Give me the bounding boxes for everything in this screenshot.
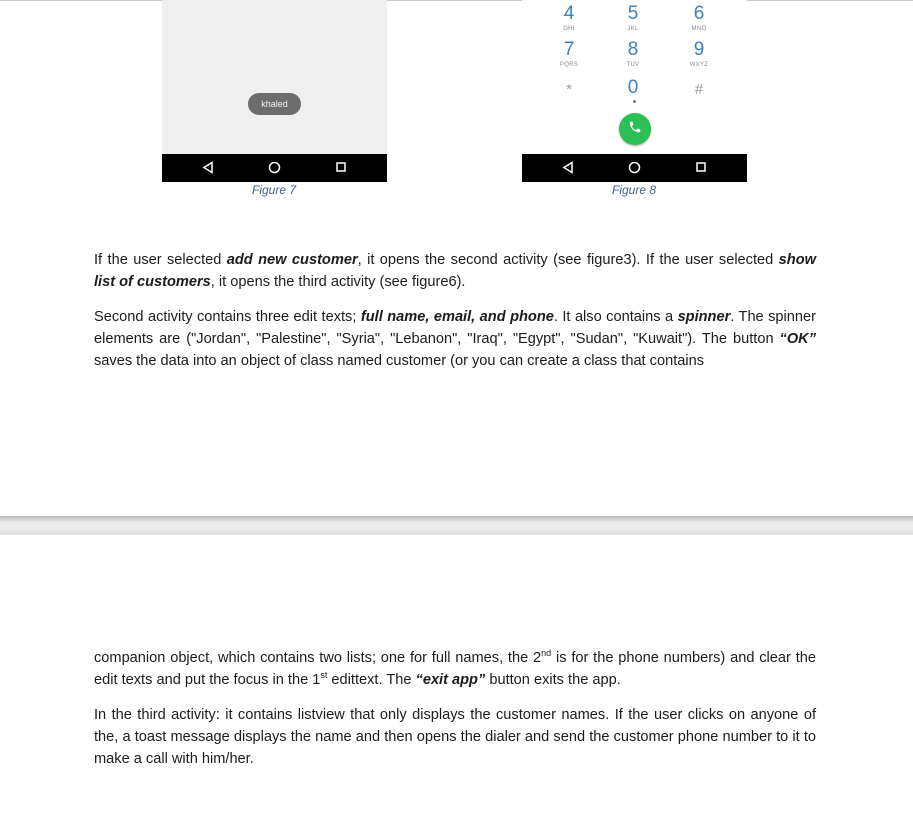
dial-key-hash[interactable]: [669, 79, 729, 101]
home-circle-icon[interactable]: [628, 161, 641, 174]
back-triangle-icon[interactable]: [202, 161, 214, 174]
dial-key-7[interactable]: [539, 39, 599, 69]
paragraph-navigation-description: If the user selected add new customer, it opens the second activity (see figure3). If the user selected show list of customers, it opens the third activity (see figure6).: [94, 252, 816, 290]
dial-key-6[interactable]: [669, 3, 729, 33]
dial-key-letters: GHI: [563, 26, 575, 32]
dial-key-5[interactable]: [603, 3, 663, 33]
page-top-edge: [0, 0, 913, 1]
dial-key-8[interactable]: [603, 39, 663, 69]
recent-square-icon[interactable]: [335, 161, 347, 173]
dial-key-digit: 8: [627, 39, 639, 60]
page-break: [0, 516, 913, 535]
dial-key-digit: 6: [693, 3, 705, 24]
dial-key-letters: MNO: [691, 26, 707, 32]
paragraph-third-activity: In the third activity: it contains listview that only displays the customer names. If the user clicks on anyone of the, a toast message displays the name and then opens the dialer and send the customer phone number to it to make a call with him/her.: [94, 707, 816, 767]
back-triangle-icon[interactable]: [562, 161, 574, 174]
dial-key-star[interactable]: [539, 79, 599, 101]
dial-key-0[interactable]: [603, 77, 663, 99]
dial-key-digit: 9: [693, 39, 705, 60]
dial-key-0-dot: [633, 100, 636, 103]
dial-key-4[interactable]: [539, 3, 599, 33]
figure8-caption: Figure 8: [612, 183, 657, 197]
figure7-phone-screen: [162, 0, 387, 154]
toast-message: khaled: [248, 93, 301, 115]
figure7-caption: Figure 7: [252, 183, 297, 197]
recent-square-icon[interactable]: [695, 161, 707, 173]
dial-key-digit: 7: [563, 39, 575, 60]
dial-key-letters: PQRS: [559, 62, 579, 68]
call-button[interactable]: [619, 113, 651, 145]
dial-key-digit: 4: [563, 3, 575, 24]
figure7-navigation-bar: [162, 154, 387, 182]
paragraph-companion-object: companion object, which contains two lists; one for full names, the 2nd is for the phone numbers) and clear the edit texts and put the focus in the 1st edittext. The “exit app” button exits the app.: [94, 648, 816, 688]
dial-key-9[interactable]: [669, 39, 729, 69]
dial-key-letters: TUV: [626, 62, 640, 68]
dial-key-symbol: *: [566, 81, 572, 98]
dial-key-letters: WXYZ: [689, 62, 709, 68]
phone-icon: [628, 120, 642, 139]
figure8-navigation-bar: [522, 154, 747, 182]
dial-key-symbol: #: [694, 81, 704, 98]
dial-key-digit: 0: [627, 77, 639, 98]
paragraph-second-activity: Second activity contains three edit texts; full name, email, and phone. It also contains a spinner. The spinner elements are ("Jordan", "Palestine", "Syria", "Lebanon", "Iraq", "Egypt", "Sudan", "Kuwait"). The button “OK” saves the data into an object of class named customer (or you can create a class that contains: [94, 309, 816, 369]
dial-key-letters: JKL: [627, 26, 639, 32]
home-circle-icon[interactable]: [268, 161, 281, 174]
dial-key-digit: 5: [627, 3, 639, 24]
